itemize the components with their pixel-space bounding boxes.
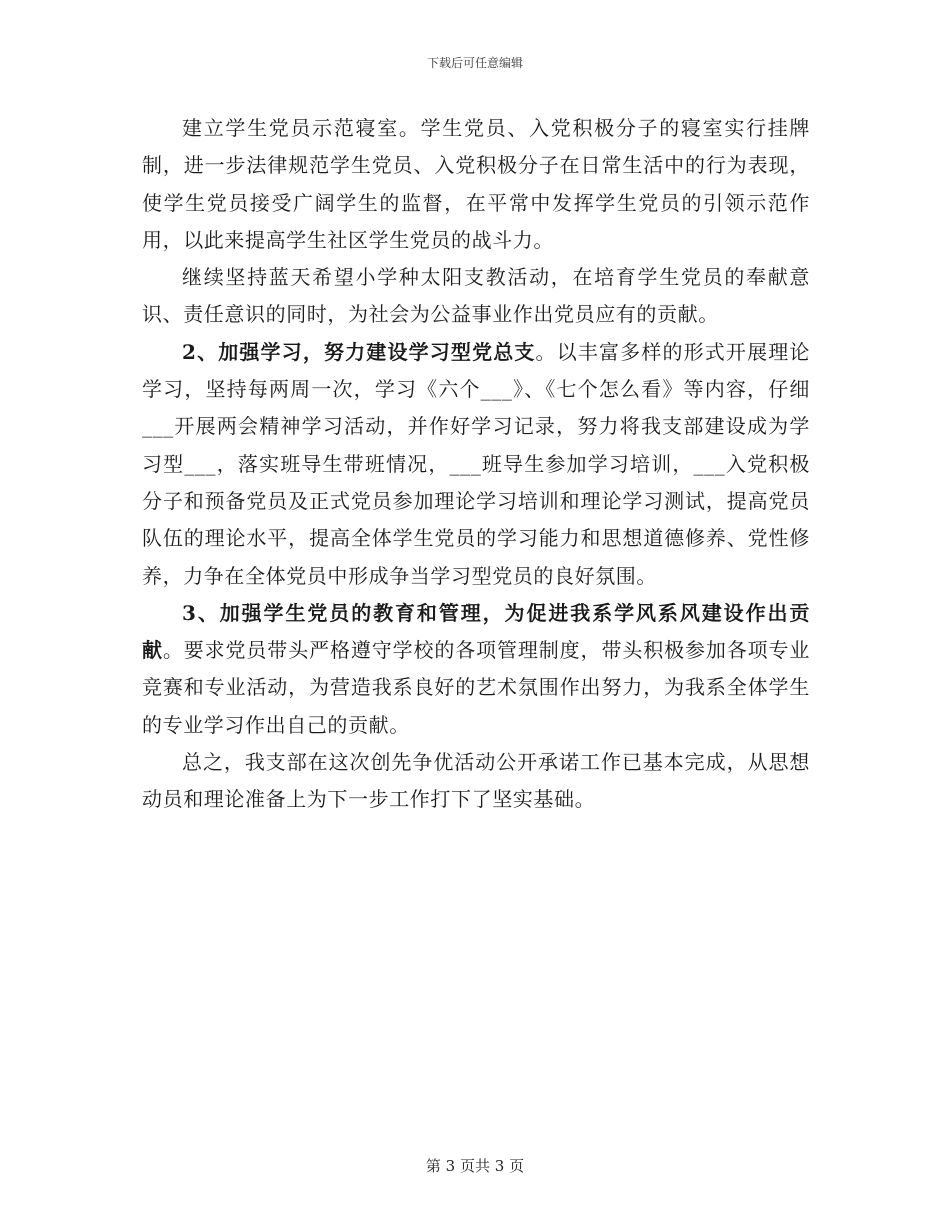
paragraph-volunteer-teaching: [142, 259, 810, 334]
paragraph-heading: 3、加强学生党员的教育和管理，为促进我系学风系风建设作出贡献: [142, 600, 810, 663]
page-number: 第 3 页共 3 页: [425, 1157, 525, 1175]
paragraph-text: 总之，我支部在这次创先争优活动公开承诺工作已基本完成，从思想动员和理论准备上为下一步工作打下了坚实基础。: [142, 750, 810, 812]
paragraph-text: 建立学生党员示范寝室。学生党员、入党积极分子的寝室实行挂牌制，进一步法律规范学生党员、入党积极分子在日常生活中的行为表现，使学生党员接受广阔学生的监督，在平常中发挥学生党员的引领示范作用，以此来提高学生社区学生党员的战斗力。: [142, 116, 810, 252]
paragraph-text: 。以丰富多样的形式开展理论学习，坚持每两周一次，学习《六个___》、《七个怎么看》等内容，仔细___开展两会精神学习活动，并作好学习记录，努力将我支部建设成为学习型___，落实班导生带班情况，___班导生参加学习培训，___入党积极分子和预备党员及正式党员参加理论学习培训和理论学习测试，提高党员队伍的理论水平，提高全体学生党员的学习能力和思想道德修养、党性修养，力争在全体党员中形成争当学习型党员的良好氛围。: [142, 339, 810, 588]
paragraph-text: 继续坚持蓝天希望小学种太阳支教活动，在培育学生党员的奉献意识、责任意识的同时，为社会为公益事业作出党员应有的贡献。: [142, 265, 810, 327]
page-header: 下载后可任意编辑: [426, 56, 523, 70]
paragraph-heading: 2、加强学习，努力建设学习型党总支: [182, 339, 536, 364]
paragraph-summary: [142, 744, 810, 819]
paragraph-education-management: [142, 595, 810, 744]
document-body: [142, 110, 810, 819]
paragraph-model-dorm: [142, 110, 810, 259]
paragraph-study: [142, 334, 810, 595]
paragraph-text: 。要求党员带头严格遵守学校的各项管理制度，带头积极参加各项专业竞赛和专业活动，为营造我系良好的艺术氛围作出努力，为我系全体学生的专业学习作出自己的贡献。: [142, 638, 810, 737]
